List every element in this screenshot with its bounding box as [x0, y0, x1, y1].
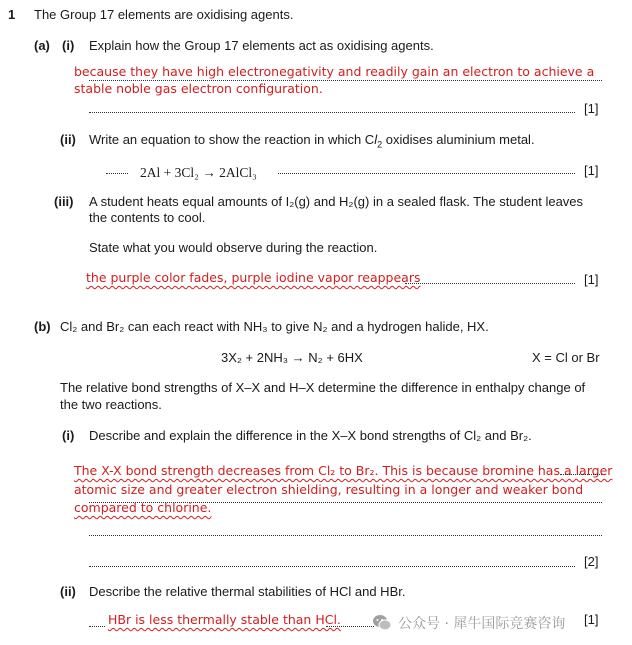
watermark — [372, 612, 628, 634]
answer-a-i-line1: because they have high electronegativity and readily gain an electron to achieve a — [74, 64, 595, 79]
answer-line — [89, 535, 602, 536]
answer-line — [89, 566, 575, 567]
answer-a-iii: the purple color fades, purple iodine vapor reappears — [86, 270, 421, 285]
part-b-x-note: X = Cl or Br — [532, 350, 600, 365]
answer-a-ii-equation: 2Al + 3Cl₂ → 2AlCl₃ — [140, 165, 257, 180]
part-a-iii-prompt: State what you would observe during the reaction. — [89, 240, 378, 255]
answer-line — [560, 474, 602, 475]
answer-line — [405, 283, 575, 284]
part-a-label: (a) — [34, 38, 50, 53]
part-a-iii-line2: the contents to cool. — [89, 210, 206, 225]
answer-a-i-line2: stable noble gas electron configuration. — [74, 81, 323, 96]
watermark-text: 公众号 · 犀牛国际竞赛咨询 — [398, 616, 566, 632]
marks-b-ii: [1] — [584, 612, 599, 627]
wechat-icon — [372, 614, 392, 632]
marks-b-i: [2] — [584, 554, 599, 569]
part-a-ii-question: Write an equation to show the reaction in which $Cl_2$ oxidises aluminium metal. — [89, 132, 535, 150]
answer-b-ii: HBr is less thermally stable than HCl. — [108, 612, 341, 627]
answer-b-i-line2: atomic size and greater electron shielding, resulting in a longer and weaker bond — [74, 482, 584, 497]
part-b-intro: Cl₂ and Br₂ can each react with NH₃ to give N₂ and a hydrogen halide, HX. — [60, 319, 489, 334]
answer-b-i-line3: compared to chlorine. — [74, 500, 212, 515]
part-a-ii-label: (ii) — [60, 132, 76, 147]
part-a-i-question: Explain how the Group 17 elements act as oxidising agents. — [89, 38, 434, 53]
part-b-equation: 3X₂ + 2NH₃ → N₂ + 6HX — [221, 350, 363, 365]
marks-a-ii: [1] — [584, 163, 599, 178]
part-b-ii-question: Describe the relative thermal stabilities of HCl and HBr. — [89, 584, 406, 599]
answer-line — [278, 173, 575, 174]
answer-line — [89, 626, 105, 627]
question-number: 1 — [8, 7, 16, 22]
part-b-i-label: (i) — [62, 428, 75, 443]
answer-b-i-line1: The X-X bond strength decreases from Cl₂ to Br₂. This is because bromine has a larger — [74, 463, 613, 478]
part-b-label: (b) — [34, 319, 51, 334]
part-b-i-question: Describe and explain the difference in the X–X bond strengths of Cl₂ and Br₂. — [89, 428, 532, 443]
part-b-para-line2: the two reactions. — [60, 397, 162, 412]
part-a-iii-label: (iii) — [54, 194, 74, 209]
part-a-i-label: (i) — [62, 38, 75, 53]
question-stem: The Group 17 elements are oxidising agents. — [34, 7, 294, 22]
answer-line — [89, 112, 575, 113]
marks-a-iii: [1] — [584, 272, 599, 287]
part-b-ii-label: (ii) — [60, 584, 76, 599]
answer-line — [326, 626, 374, 627]
marks-a-i: [1] — [584, 101, 599, 116]
answer-line — [106, 173, 128, 174]
part-a-iii-line1: A student heats equal amounts of I₂(g) and H₂(g) in a sealed flask. The student leaves — [89, 194, 584, 209]
part-b-para-line1: The relative bond strengths of X–X and H–X determine the difference in enthalpy change of — [60, 380, 586, 395]
